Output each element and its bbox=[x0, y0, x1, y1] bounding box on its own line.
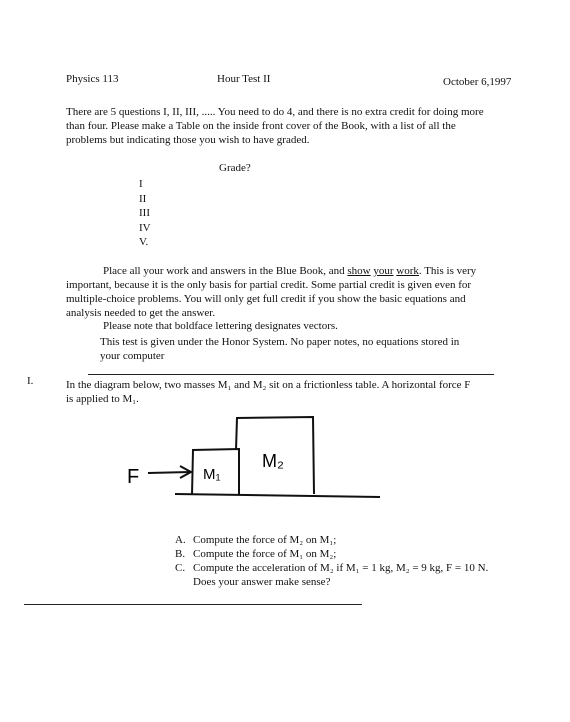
mass1-label: M₁ bbox=[203, 466, 221, 483]
part-text: Compute the force of M₂ on M₁; bbox=[193, 534, 337, 546]
honor-note-line: your computer bbox=[100, 350, 165, 362]
mass2-label: M₂ bbox=[262, 451, 284, 471]
instructions-line: than four. Please make a Table on the inside front cover of the Book, with a list of all the bbox=[66, 120, 456, 132]
part-b bbox=[175, 547, 488, 561]
question-line-text: In the diagram below, two masses M₁ and M₂ sit on a frictionless table. A horizontal force F bbox=[66, 379, 471, 391]
work-emphasis: work bbox=[396, 265, 419, 277]
honor-note-line: This test is given under the Honor System. No paper notes, no equations stored in bbox=[100, 336, 460, 348]
work-note-line: multiple-choice problems. You will only get full credit if you show the basic equations and bbox=[66, 293, 466, 305]
part-a bbox=[175, 533, 488, 547]
your-emphasis: your bbox=[373, 265, 394, 277]
question-line-text: is applied to M₁. bbox=[66, 393, 139, 405]
test-date: October 6,1997 bbox=[443, 76, 512, 88]
instructions-line: There are 5 questions I, II, III, ..... You need to do 4, and there is no extra credit for doing more bbox=[66, 106, 484, 118]
bottom-divider bbox=[24, 604, 362, 605]
work-note-line: important, because it is the only basis for partial credit. Some partial credit is given even for bbox=[66, 279, 472, 291]
part-letter: C. bbox=[175, 562, 186, 574]
show-emphasis: show bbox=[347, 265, 371, 277]
instructions-line: problems but indicating those you wish to have graded. bbox=[66, 134, 310, 146]
part-c bbox=[175, 561, 488, 575]
question-parts bbox=[175, 533, 488, 589]
course-name: Physics 113 bbox=[66, 73, 119, 85]
force-label: F bbox=[127, 466, 140, 488]
grade-heading: Grade? bbox=[219, 162, 251, 174]
part-text: Compute the force of M₁ on M₂; bbox=[193, 548, 337, 560]
grade-row: I bbox=[139, 178, 143, 190]
grade-row: V. bbox=[139, 236, 149, 248]
work-note-text: Place all your work and answers in the Blue Book, and bbox=[103, 265, 348, 277]
work-note-line: analysis needed to get the answer. bbox=[66, 307, 216, 319]
grade-row: II bbox=[139, 192, 147, 205]
test-title: Hour Test II bbox=[217, 73, 271, 85]
part-letter: A. bbox=[175, 534, 186, 546]
part-c-followup: Does your answer make sense? bbox=[193, 576, 331, 588]
grade-row: IV bbox=[139, 221, 151, 234]
part-text: Compute the acceleration of M₂ if M₁ = 1 kg, M₂ = 9 kg, F = 10 N. bbox=[193, 562, 489, 574]
work-note-text: . This is very bbox=[418, 265, 477, 277]
grade-row: III bbox=[139, 207, 150, 219]
boldface-note: Please note that boldface lettering designates vectors. bbox=[103, 320, 338, 332]
part-letter: B. bbox=[175, 548, 186, 560]
table-surface bbox=[175, 494, 380, 497]
question-number: I. bbox=[27, 375, 34, 387]
force-arrow-shaft bbox=[148, 472, 190, 473]
